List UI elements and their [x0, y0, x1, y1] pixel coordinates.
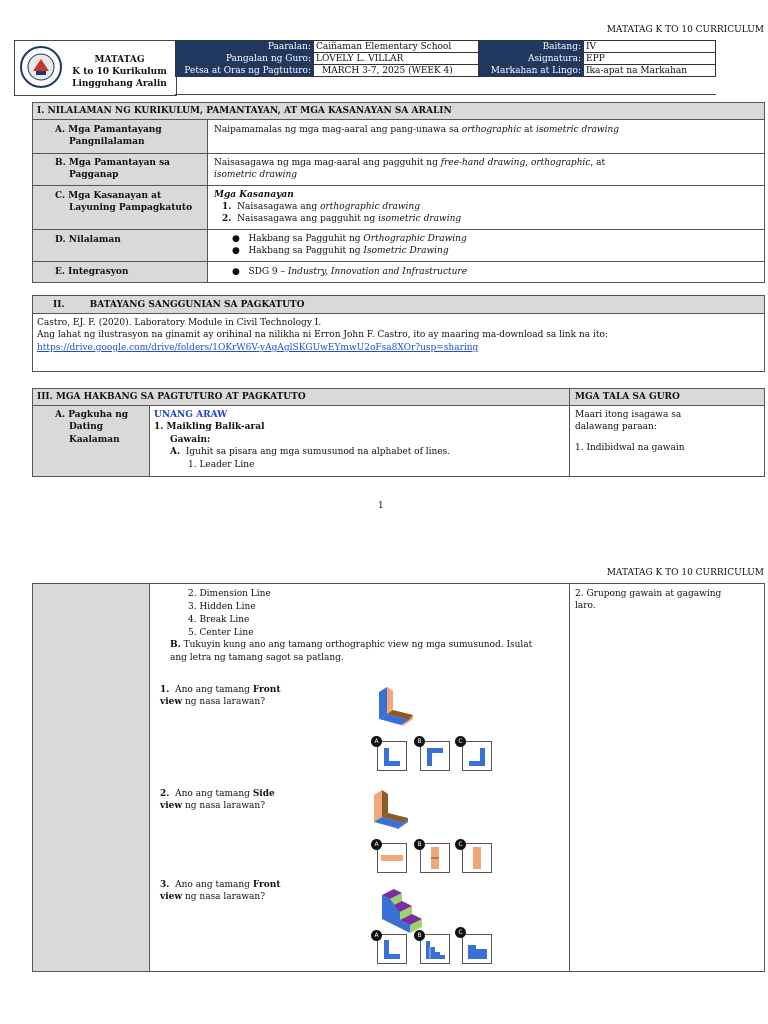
l-step-icon: [378, 935, 406, 963]
row-b-label-cell: [32, 153, 208, 186]
horizontal-bar-icon: [378, 844, 406, 872]
header-table: [175, 40, 716, 77]
quarter-label: Markahan at Lingo:: [479, 65, 584, 77]
l-shape-icon: [378, 742, 406, 770]
p2-content-cell: [149, 583, 570, 972]
row-b-text-2: isometric drawing: [214, 170, 298, 180]
p2-label-cell: [32, 583, 150, 972]
p2-notes-cell: [569, 583, 765, 972]
row-e-label: E. Integrasyon: [55, 267, 129, 277]
reference-line-1: Castro, EJ. F. (2020). Laboratory Module in Civil Technology I.: [37, 318, 322, 328]
q2-option-a[interactable]: [377, 843, 407, 873]
badge-a: A: [371, 930, 382, 941]
title-line-1: MATATAG: [94, 55, 145, 65]
q3-option-a[interactable]: [377, 934, 407, 964]
badge-c: C: [455, 839, 466, 850]
title-line-3: Lingguhang Aralin: [72, 79, 167, 89]
section3-a-label-cell: [32, 405, 150, 477]
badge-b: B: [414, 839, 425, 850]
j-shape-icon: [463, 742, 491, 770]
date-value: MARCH 3-7, 2025 (WEEK 4): [314, 65, 479, 77]
section2-title: II. BATAYANG SANGGUNIAN SA PAGKATUTO: [53, 300, 305, 310]
line-item-5: 5. Center Line: [188, 628, 254, 638]
row-a-label-cell: [32, 119, 208, 154]
row-c-label-1: C. Mga Kasanayan at: [55, 191, 162, 201]
row-d-label-cell: [32, 229, 208, 262]
question-1-b: view ng nasa larawan?: [160, 697, 266, 707]
a-label-2: Dating: [69, 422, 104, 432]
question-1: 1. Ano ang tamang Front: [160, 685, 281, 695]
subject-label: Asignatura:: [479, 53, 584, 65]
row-b-text: Naisasagawa ng mga mag-aaral ang pagguhit ng free-hand drawing, orthographic, at: [214, 158, 606, 168]
school-value: Caiñaman Elementary School: [314, 41, 479, 53]
notes-title: MGA TALA SA GURO: [575, 392, 680, 402]
row-b-content-cell: [207, 153, 765, 186]
badge-b: B: [414, 736, 425, 747]
page-number: 1: [378, 501, 384, 511]
item-b: B. Tukuyin kung ano ang tamang orthographic view ng mga sumusunod. Isulat: [170, 640, 533, 650]
line-item-4: 4. Break Line: [188, 615, 250, 625]
row-c-item-2: 2. Naisasagawa ang pagguhit ng isometric drawing: [222, 214, 462, 224]
row-b-label-1: B. Mga Pamantayan sa: [55, 158, 170, 168]
notes-line-2: dalawang paraan:: [575, 422, 657, 432]
teacher-label: Pangalan ng Guro:: [176, 53, 314, 65]
item-a: A. Iguhit sa pisara ang mga sumusunod na alphabet of lines.: [170, 447, 451, 457]
q3-option-b[interactable]: [420, 934, 450, 964]
quarter-value: Ika-apat na Markahan: [584, 65, 716, 77]
line-item-2: 2. Dimension Line: [188, 589, 271, 599]
q3-option-c[interactable]: [462, 934, 492, 964]
line-item-1: 1. Leader Line: [188, 460, 255, 470]
item-b-2: ang letra ng tamang sagot sa patlang.: [170, 653, 344, 663]
q1-option-b[interactable]: [420, 741, 450, 771]
grade-value: IV: [584, 41, 716, 53]
question-2-b: view ng nasa larawan?: [160, 801, 266, 811]
row-e-item: ● SDG 9 – Industry, Innovation and Infrastructure: [232, 267, 468, 277]
row-a-label-2: Pangnilalaman: [69, 137, 145, 147]
row-c-label-cell: [32, 185, 208, 230]
stairs-isometric-icon: [378, 881, 430, 933]
notes-cell-1: [569, 405, 765, 477]
section1-title-bar: [32, 102, 765, 120]
row-a-text: Naipamamalas ng mga mag-aaral ang pang-unawa sa orthographic at isometric drawing: [214, 125, 620, 135]
title-line-2: K to 10 Kurikulum: [72, 67, 167, 77]
row-e-label-cell: [32, 261, 208, 283]
day-label: UNANG ARAW: [154, 410, 228, 420]
notes-line-3: 1. Indibidwal na gawain: [575, 443, 685, 453]
reverse-l-shape-icon: [421, 742, 449, 770]
row-c-content-cell: [207, 185, 765, 230]
p2-notes-1: 2. Grupong gawain at gagawing: [575, 589, 722, 599]
row-a-content-cell: [207, 119, 765, 154]
notes-line-1: Maari itong isagawa sa: [575, 410, 682, 420]
row-c-head: Mga Kasanayan: [214, 190, 294, 200]
step-1: 1. Maikling Balik-aral: [154, 422, 265, 432]
badge-c: C: [455, 927, 466, 938]
section3-title-bar: [32, 388, 570, 406]
stairs-step-icon: [421, 935, 449, 963]
badge-a: A: [371, 839, 382, 850]
badge-b: B: [414, 930, 425, 941]
line-item-3: 3. Hidden Line: [188, 602, 256, 612]
row-d-label: D. Nilalaman: [55, 235, 121, 245]
row-c-item-1: 1. Naisasagawa ang orthographic drawing: [222, 202, 420, 212]
l-block-isometric-icon: [373, 684, 415, 726]
title-block: [14, 40, 177, 96]
a-label-3: Kaalaman: [69, 435, 120, 445]
p2-notes-2: laro.: [575, 601, 596, 611]
section3-title: III. MGA HAKBANG SA PAGTUTURO AT PAGKATUTO: [37, 392, 306, 402]
block-step-icon: [463, 935, 491, 963]
date-label: Petsa at Oras ng Pagtuturo:: [176, 65, 314, 77]
badge-a: A: [371, 736, 382, 747]
q1-option-a[interactable]: [377, 741, 407, 771]
vertical-bar-icon: [463, 844, 491, 872]
row-b-label-2: Pagganap: [69, 170, 119, 180]
q1-option-c[interactable]: [462, 741, 492, 771]
q2-option-b[interactable]: [420, 843, 450, 873]
curriculum-label-p2: MATATAG K TO 10 CURRICULUM: [606, 568, 764, 578]
row-d-content-cell: [207, 229, 765, 262]
curriculum-label: MATATAG K TO 10 CURRICULUM: [606, 25, 764, 35]
section1-title: I. NILALAMAN NG KURIKULUM, PAMANTAYAN, AT MGA KASANAYAN SA ARALIN: [37, 106, 452, 116]
l-block-side-icon: [368, 787, 410, 829]
reference-line-2: Ang lahat ng ilustrasyon na ginamit ay orihinal na nilikha ni Erron John F. Castro, ito ay maaring ma-download sa link na ito:: [37, 330, 608, 340]
question-2: 2. Ano ang tamang Side: [160, 789, 275, 799]
a-label-1: A. Pagkuha ng: [55, 410, 129, 420]
section2-title-bar: [32, 295, 765, 314]
notes-title-bar: [569, 388, 765, 406]
row-c-label-2: Layuning Pampagkatuto: [69, 203, 193, 213]
row-a-label-1: A. Mga Pamantayang: [55, 125, 162, 135]
school-label: Paaralan:: [176, 41, 314, 53]
section3-a-content: [149, 405, 570, 477]
question-3: 3. Ano ang tamang Front: [160, 880, 281, 890]
gawain-label: Gawain:: [170, 435, 211, 445]
divided-bar-icon: [421, 844, 449, 872]
row-d-item-1: ● Hakbang sa Pagguhit ng Orthographic Drawing: [232, 234, 467, 244]
badge-c: C: [455, 736, 466, 747]
subject-value: EPP: [584, 53, 716, 65]
drive-link[interactable]: https://drive.google.com/drive/folders/1OKrW6V-yAgAglSKGUwEYmwU2oFsa8XOr?usp=sharing: [37, 343, 479, 353]
deped-seal-icon: [19, 45, 63, 89]
section2-body: [32, 313, 765, 372]
q2-option-c[interactable]: [462, 843, 492, 873]
header-divider: [175, 79, 716, 95]
teacher-value: LOVELY L. VILLAR: [314, 53, 479, 65]
row-d-item-2: ● Hakbang sa Pagguhit ng Isometric Drawing: [232, 246, 449, 256]
row-e-content-cell: [207, 261, 765, 283]
question-3-b: view ng nasa larawan?: [160, 892, 266, 902]
grade-label: Baitang:: [479, 41, 584, 53]
